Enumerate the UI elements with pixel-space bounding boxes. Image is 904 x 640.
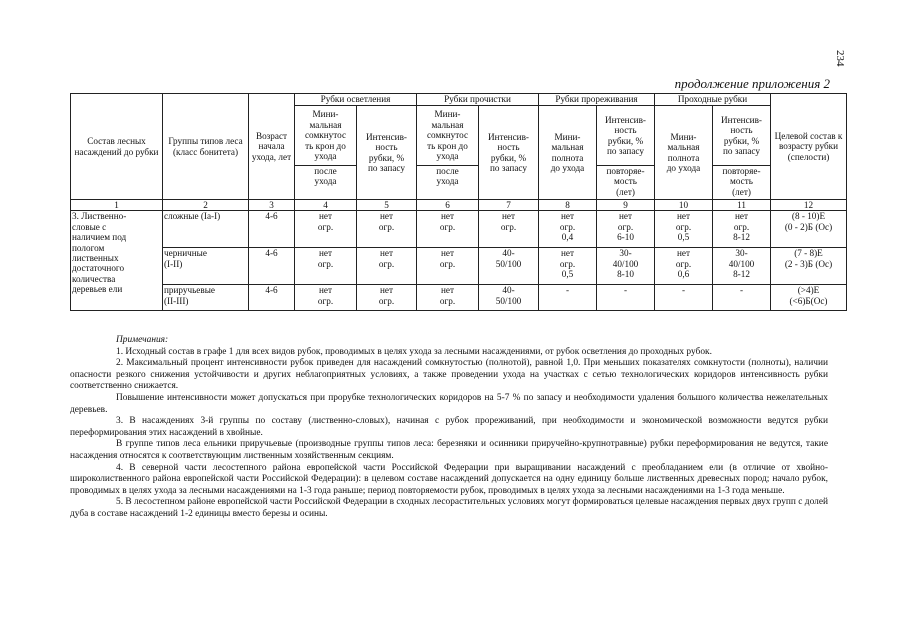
header-start-age: Возраст начала ухода, лет — [249, 94, 295, 200]
header-row-groups — [71, 94, 847, 106]
cell: нет огр. — [295, 285, 357, 311]
header-intensity-4: Интенсив- ность рубки, % по запасу — [713, 106, 771, 166]
cell: нет огр. 8-12 — [713, 211, 771, 248]
cell: - — [655, 285, 713, 311]
notes-section — [70, 335, 828, 521]
note-2: 2. Максимальный процент интенсивности рубок приведен для насаждений сомкнутостью (полнотой), равной 1,0. При меньших показателях сомкнутости (полноты), наличии опасности резкого снижения устойчивости и других неблагоприятных условиях, а также проведении ухода на участках с сетью технологических коридоров интенсивность рубки соответственно снижается. — [70, 358, 828, 392]
header-group-passage: Проходные рубки — [655, 94, 771, 106]
col-num: 10 — [655, 200, 713, 211]
header-min-density-4: Мини- мальная полнота до ухода — [655, 106, 713, 200]
table-row — [71, 248, 847, 285]
header-intensity-3: Интенсив- ность рубки, % по запасу — [597, 106, 655, 166]
header-after-care-1: после ухода — [295, 166, 357, 200]
header-group-cleaning: Рубки прочистки — [417, 94, 539, 106]
header-repeat-4: повторяе- мость (лет) — [713, 166, 771, 200]
note-3: 3. В насаждениях 3-й группы по составу (лиственно-словых), начиная с рубок прореживаний, при необходимости и экономической возможности ведутся рубки переформирования этих насаждений в хвойные. — [70, 416, 828, 438]
header-min-density-3: Мини- мальная полнота до ухода — [539, 106, 597, 200]
header-group-lightening: Рубки осветления — [295, 94, 417, 106]
target-cell: (7 - 8)Е (2 - 3)Б (Ос) — [771, 248, 847, 285]
cell: 30- 40/100 8-12 — [713, 248, 771, 285]
col-num: 7 — [479, 200, 539, 211]
notes-heading: Примечания: — [116, 335, 169, 345]
cell: - — [539, 285, 597, 311]
age-cell: 4-6 — [249, 248, 295, 285]
header-repeat-3: повторяе- мость (лет) — [597, 166, 655, 200]
cell: нет огр. 0,6 — [655, 248, 713, 285]
target-cell: (8 - 10)Е (0 - 2)Б (Ос) — [771, 211, 847, 248]
cell: нет огр. 6-10 — [597, 211, 655, 248]
header-min-crown-1: Мини- мальная сомкнутос ть крон до ухода — [295, 106, 357, 166]
group-cell: приручьевые (II-III) — [163, 285, 249, 311]
continuation-caption: продолжение приложения 2 — [674, 76, 830, 91]
table-row — [71, 211, 847, 248]
cell: нет огр. — [295, 248, 357, 285]
cell: нет огр. — [417, 248, 479, 285]
page-number: 234 — [834, 50, 846, 67]
age-cell: 4-6 — [249, 285, 295, 311]
col-num: 9 — [597, 200, 655, 211]
cell: - — [597, 285, 655, 311]
table-row — [71, 285, 847, 311]
group-cell: сложные (Iа-I) — [163, 211, 249, 248]
col-num: 1 — [71, 200, 163, 211]
header-composition: Состав лесных насаждений до рубки — [71, 94, 163, 200]
composition-cell: 3. Лиственно- словые с наличием под пологом лиственных достаточного количества деревьев ели — [71, 211, 163, 311]
appendix-table — [70, 93, 847, 311]
age-cell: 4-6 — [249, 211, 295, 248]
header-intensity-2: Интенсив- ность рубки, % по запасу — [479, 106, 539, 200]
cell: - — [713, 285, 771, 311]
cell: 30- 40/100 8-10 — [597, 248, 655, 285]
note-4: 4. В северной части лесостепного района европейской части Российской Федерации при выращивании насаждений с преобладанием ели (в отличие от хвойно-широколиственного района европейской части Российской Федерации): в целевом составе насаждений допускается на одну единицу больше лиственных древесных пород; начало рубок, проводимых в целях ухода за лесными насаждениями на 1-3 года раньше; период повторяемости рубок, проводимых в целях ухода за лесными насаждениями на 1-3 года меньше. — [70, 462, 828, 496]
cell: нет огр. — [417, 211, 479, 248]
target-cell: (>4)Е (<6)Б(Ос) — [771, 285, 847, 311]
col-num: 4 — [295, 200, 357, 211]
col-num: 6 — [417, 200, 479, 211]
cell: нет огр. 0,4 — [539, 211, 597, 248]
cell: нет огр. — [357, 211, 417, 248]
cell: нет огр. 0,5 — [539, 248, 597, 285]
cell: нет огр. — [357, 285, 417, 311]
col-num: 12 — [771, 200, 847, 211]
cell: нет огр. — [357, 248, 417, 285]
cell: нет огр. — [479, 211, 539, 248]
col-num: 8 — [539, 200, 597, 211]
note-2b: Повышение интенсивности может допускаться при прорубке технологических коридоров на 5-7 % по запасу и необходимости удаления большого количества нежелательных деревьев. — [70, 392, 828, 415]
header-group-thinning: Рубки прореживания — [539, 94, 655, 106]
header-forest-groups: Группы типов леса (класс бонитета) — [163, 94, 249, 200]
column-numbers-row — [71, 200, 847, 211]
note-1: 1. Исходный состав в графе 1 для всех видов рубок, проводимых в целях ухода за лесными насаждениями, от рубок осветления до проходных рубок. — [116, 346, 712, 357]
header-min-crown-2: Мини- мальная сомкнутос ть крон до ухода — [417, 106, 479, 166]
col-num: 5 — [357, 200, 417, 211]
cell: нет огр. — [295, 211, 357, 248]
col-num: 11 — [713, 200, 771, 211]
cell: нет огр. — [417, 285, 479, 311]
cell: нет огр. 0,5 — [655, 211, 713, 248]
header-target-composition: Целевой состав к возрасту рубки (спелости) — [771, 94, 847, 200]
header-after-care-2: после ухода — [417, 166, 479, 200]
note-5: 5. В лесостепном районе европейской части Российской Федерации в сходных лесорастительных условиях могут формироваться целевые насаждения первых двух групп с долей дуба в составе насаждений 1-2 единицы вместо березы и осины. — [70, 497, 828, 519]
col-num: 2 — [163, 200, 249, 211]
cell: 40- 50/100 — [479, 285, 539, 311]
header-intensity-1: Интенсив- ность рубки, % по запасу — [357, 106, 417, 200]
cell: 40- 50/100 — [479, 248, 539, 285]
col-num: 3 — [249, 200, 295, 211]
group-cell: черничные (I-II) — [163, 248, 249, 285]
note-3b: В группе типов леса ельники приручьевые (производные группы типов леса: березняки и осинники приручейно-крупнотравные) рубки переформирования не ведутся, такие насаждения относятся к соответствующим лиственным хозяйственным секциям. — [70, 439, 828, 461]
